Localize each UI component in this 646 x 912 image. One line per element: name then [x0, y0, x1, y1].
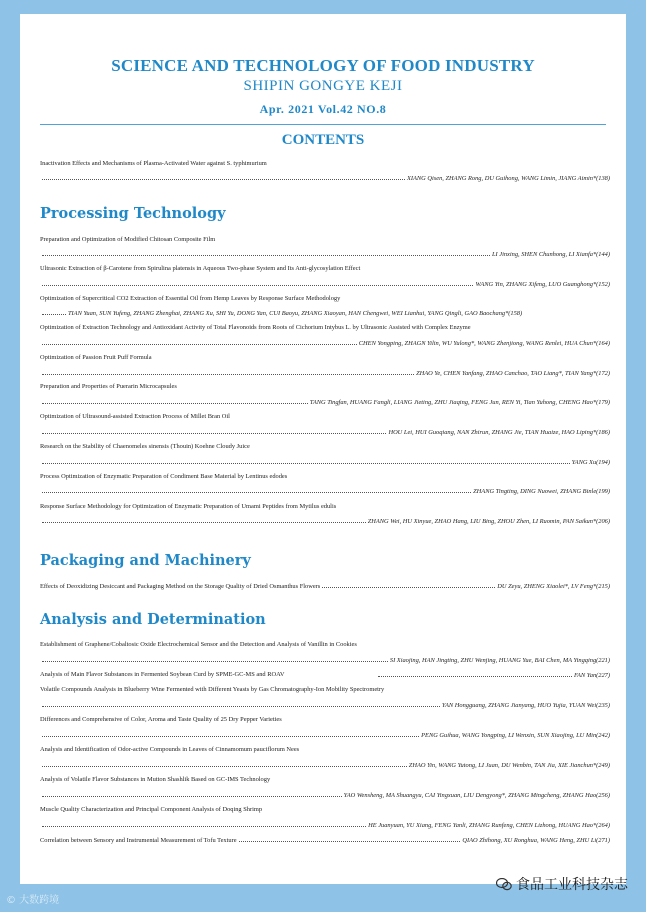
leader-dots: [42, 701, 440, 707]
article-author-line: [40, 487, 610, 495]
journal-pinyin: SHIPIN GONGYE KEJI: [243, 78, 403, 94]
leader-dots: [42, 458, 570, 464]
article-title: Optimization of Ultrasound-assisted Extraction Process of Millet Bran Oil: [40, 413, 230, 420]
article-author-line: [40, 369, 610, 377]
article-authors: YAN Hongguang, ZHANG Jianyang, HUO Yujia, YUAN Wei(235): [441, 702, 610, 709]
leader-dots: [42, 280, 473, 286]
journal-page: [20, 14, 626, 884]
leader-dots: [239, 836, 461, 842]
header-rule: [40, 124, 606, 125]
leader-dots: [42, 428, 386, 434]
article-title: Analysis of Volatile Flavor Substances in Mutton Shashlik Based on GC-IMS Technology: [40, 776, 271, 783]
section-heading: Packaging and Machinery: [40, 552, 251, 569]
leader-dots: [42, 369, 414, 375]
article-author-line: [40, 761, 610, 769]
leader-dots: [42, 309, 66, 315]
leader-dots: [42, 821, 366, 827]
article-author-line: [40, 458, 610, 466]
contents-heading: CONTENTS: [281, 132, 365, 148]
leader-dots: [322, 582, 495, 588]
article-author-line: [40, 280, 610, 288]
leader-dots: [42, 731, 419, 737]
article-title: Preparation and Properties of Puerarin Microcapsules: [40, 383, 177, 390]
article-title: Preparation and Optimization of Modified Chitosan Composite Film: [40, 236, 216, 243]
article-title: Ultrasonic Extraction of β-Carotene from Spirulina platensis in Aqueous Two-phase System and Its Anti-glycosylation Effect: [40, 265, 361, 272]
article-author-line: [40, 428, 610, 436]
article-authors: DU Zeyu, ZHENG Xiaolei*, LV Feng*(215): [497, 583, 610, 590]
wechat-account-label[interactable]: [496, 874, 628, 894]
article-author-line: [40, 309, 610, 317]
article-author-line: [40, 398, 610, 406]
leader-dots: [42, 791, 342, 797]
article-title: Optimization of Supercritical CO2 Extraction of Essential Oil from Hemp Leaves by Response Surface Methodology: [40, 295, 341, 302]
article-title: Establishment of Graphene/Cobaltosic Oxide Electrochemical Sensor and the Detection and Analysis of Vanillin in Cookies: [40, 641, 357, 648]
article-title: Optimization of Extraction Technology and Antioxidant Activity of Total Flavonoids from Roots of Cichorium Intybus L. by Ultrasonic Assisted with Complex Enzyme: [40, 324, 471, 331]
leader-dots: [42, 517, 366, 523]
article-title: Research on the Stability of Chaenomeles sinensis (Thouin) Koehne Cloudy Juice: [40, 443, 250, 450]
article-authors: SI Xiaojing, HAN Jingting, ZHU Wenjing, HUANG Yue, BAI Chen, MA Yingqing(221): [389, 657, 610, 664]
article-author-line: [40, 656, 610, 664]
article-authors: YANG Xu(194): [571, 459, 610, 466]
account-name: 食品工业科技杂志: [516, 877, 628, 893]
article-author-line: [40, 174, 610, 182]
watermark-logo: © 大数跨境: [6, 895, 60, 906]
leader-dots: [42, 339, 357, 345]
article-author-line: [40, 517, 610, 525]
article-authors: TIAN Yuan, SUN Yufeng, ZHANG Zhenghai, ZHANG Xu, SHI Yu, DONG Yan, CUI Baoyu, ZHANG Xiaoyan, HAN Chengwei, WEI Lianhui, YANG Qingli, GAO Baochang*(158): [68, 310, 523, 317]
article-title: Analysis and Identification of Odor-active Compounds in Leaves of Cinnamomum pauciflorum Nees: [40, 746, 300, 753]
section-heading: Analysis and Determination: [40, 611, 266, 628]
leader-dots: [42, 398, 308, 404]
article-author-line: [40, 250, 610, 258]
article-title: Process Optimization of Enzymatic Preparation of Condiment Base Material by Lentinus edodes: [40, 473, 288, 480]
article-authors: QIAO Zhihong, XU Ronghua, WANG Heng, ZHU Li(271): [462, 837, 610, 844]
article-authors: PENG Guihua, WANG Yongping, LI Wenxin, SUN Xiaojing, LU Min(242): [421, 732, 610, 739]
article-authors: ZHANG Wei, HU Xinyue, ZHAO Hang, LIU Bing, ZHOU Zhen, LI Ruomin, PAN Saikun*(206): [367, 518, 610, 525]
article-title: Analysis of Main Flavor Substances in Fermented Soybean Curd by SPME-GC-MS and ROAV: [40, 671, 285, 678]
leader-dots: [42, 487, 471, 493]
leader-dots: [42, 250, 490, 256]
article-author-line: [40, 701, 610, 709]
journal-title: SCIENCE AND TECHNOLOGY OF FOOD INDUSTRY: [111, 56, 535, 75]
article-title: Optimization of Passion Fruit Puff Formula: [40, 354, 152, 361]
article-title: Differences and Comprehensive of Color, Aroma and Taste Quality of 25 Dry Pepper Varieties: [40, 716, 282, 723]
article-authors: TANG Tingfan, HUANG Fangli, LIANG Jieting, ZHU Jiaqing, FENG Jun, REN Yi, Tian Yuhong, CHENG Hao*(179): [309, 399, 610, 406]
article-author-line: [40, 671, 610, 679]
article-title: Effects of Deoxidizing Desiccant and Packaging Method on the Storage Quality of Dried Osmanthus Flowers: [40, 583, 321, 590]
article-authors: HE Juanyuan, YU Xiang, FENG Yanli, ZHANG Runfeng, CHEN Lizhong, HUANG Hao*(264): [368, 822, 610, 829]
article-title: Muscle Quality Characterization and Principal Component Analysis of Doqing Shrimp: [40, 806, 263, 813]
section-heading: Processing Technology: [40, 205, 226, 222]
leader-dots: [378, 671, 572, 677]
article-authors: ZHAO Ye, CHEN Yanfang, ZHAO Canchao, TAO Liang*, TIAN Yang*(172): [416, 370, 610, 377]
leader-dots: [42, 761, 407, 767]
issue-line: Apr. 2021 Vol.42 NO.8: [259, 102, 387, 116]
article-authors: WANG Yin, ZHANG Xifeng, LUO Guanghong*(152): [475, 281, 610, 288]
article-authors: XIANG Qisen, ZHANG Rong, DU Guihong, WANG Limin, JIANG Aimin*(138): [406, 175, 610, 182]
wechat-icon: [496, 878, 512, 891]
article-author-line: [40, 731, 610, 739]
article-title: Correlation between Sensory and Instrumental Measurement of Tofu Texture: [40, 837, 237, 844]
article-authors: ZHANG Tingting, DING Nuowei, ZHANG Binle(199): [473, 488, 610, 495]
article-line: [40, 836, 610, 844]
article-authors: CHEN Yongping, ZHAGN Yilin, WU Yulong*, WANG Zhenjiong, WANG Renlei, HUA Chun*(164): [358, 340, 610, 347]
leader-dots: [42, 174, 405, 180]
article-authors: HOU Lei, HUI Guoqiang, NAN Zhirun, ZHANG Jie, TIAN Huaize, HAO Liping*(186): [388, 429, 610, 436]
article-title: Volatile Compounds Analysis in Blueberry Wine Fermented with Different Yeasts by Gas Chromatography-Ion Mobility Spectrometry: [40, 686, 385, 693]
article-authors: LI Jinxing, SHEN Chunhong, LI Xianfa*(144): [491, 251, 610, 258]
article-authors: YAO Wensheng, MA Shuangyu, CAI Yingxuan, LIU Dengyong*, ZHANG Mingcheng, ZHANG Hao(256): [343, 792, 610, 799]
article-author-line: [40, 791, 610, 799]
article-title: Response Surface Methodology for Optimization of Enzymatic Preparation of Umami Peptides from Mytilus edulis: [40, 503, 337, 510]
article-authors: ZHAO Yin, WANG Yutong, LI Juan, DU Wenbin, TAN Jia, XIE Jianchun*(249): [408, 762, 610, 769]
article-author-line: [40, 339, 610, 347]
leader-dots: [42, 656, 388, 662]
article-title: Inactivation Effects and Mechanisms of Plasma-Activated Water against S. typhimurium: [40, 160, 267, 167]
article-line: [40, 582, 610, 590]
article-authors: FAN Yan(227): [573, 672, 610, 679]
article-author-line: [40, 821, 610, 829]
